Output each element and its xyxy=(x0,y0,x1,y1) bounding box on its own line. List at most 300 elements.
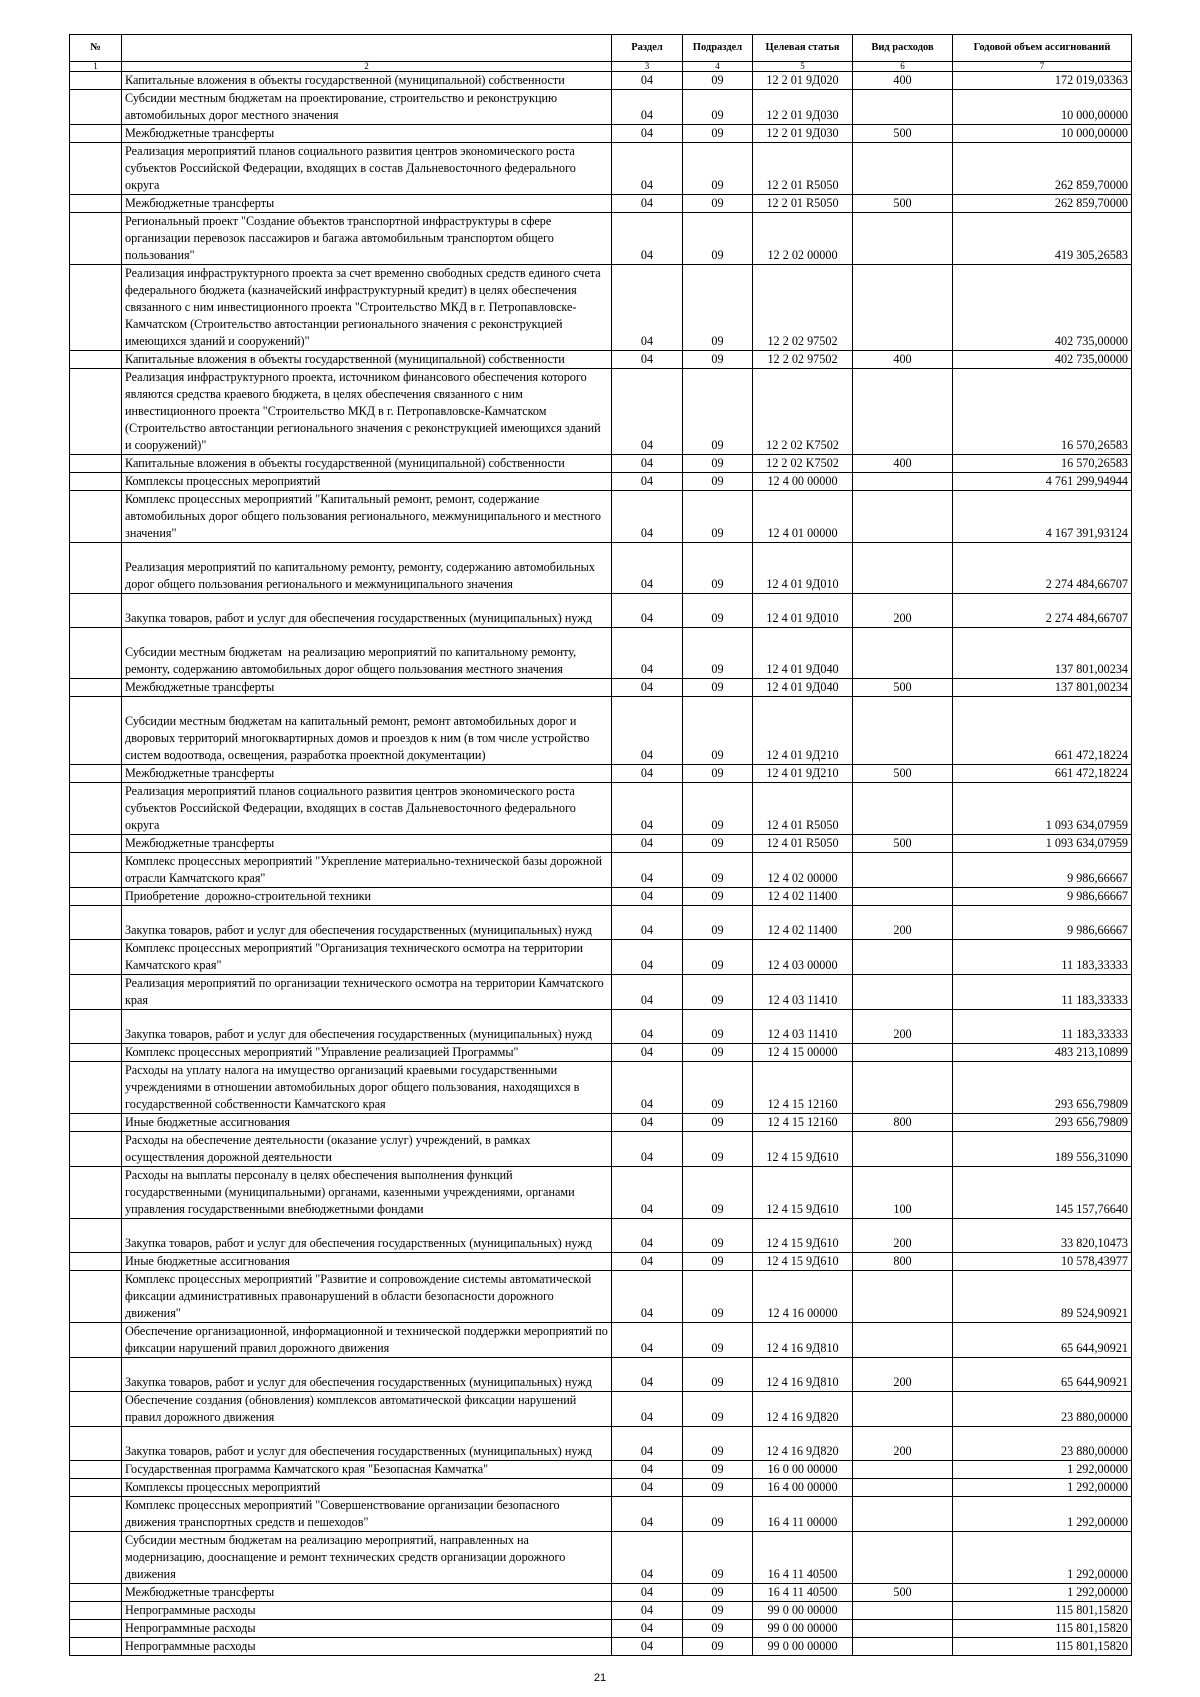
row-amount: 262 859,70000 xyxy=(953,143,1132,195)
row-name: Реализация мероприятий планов социального развития центров экономического роста субъектов Российской Федерации, входящих в состав Дальневосточного федерального округа xyxy=(122,783,612,835)
row-subsection: 09 xyxy=(683,543,753,594)
row-expense-type xyxy=(853,491,953,543)
row-section: 04 xyxy=(612,628,683,679)
budget-table-sheet xyxy=(69,34,1131,1656)
row-amount: 1 292,00000 xyxy=(953,1497,1132,1532)
row-number xyxy=(70,975,122,1010)
table-row xyxy=(70,765,1132,783)
row-subsection: 09 xyxy=(683,195,753,213)
row-amount: 10 000,00000 xyxy=(953,125,1132,143)
row-section: 04 xyxy=(612,351,683,369)
row-amount: 23 880,00000 xyxy=(953,1392,1132,1427)
row-section: 04 xyxy=(612,940,683,975)
row-section: 04 xyxy=(612,906,683,940)
row-amount: 1 093 634,07959 xyxy=(953,783,1132,835)
table-row xyxy=(70,195,1132,213)
row-amount: 11 183,33333 xyxy=(953,1010,1132,1044)
row-amount: 293 656,79809 xyxy=(953,1114,1132,1132)
table-row xyxy=(70,1584,1132,1602)
row-number xyxy=(70,940,122,975)
row-subsection: 09 xyxy=(683,143,753,195)
row-number xyxy=(70,1167,122,1219)
row-expense-type: 200 xyxy=(853,1219,953,1253)
row-expense-type: 200 xyxy=(853,1358,953,1392)
row-expense-type: 800 xyxy=(853,1253,953,1271)
table-row xyxy=(70,906,1132,940)
table-row xyxy=(70,491,1132,543)
row-expense-type: 400 xyxy=(853,351,953,369)
row-amount: 293 656,79809 xyxy=(953,1062,1132,1114)
row-name: Комплекс процессных мероприятий "Управление реализацией Программы" xyxy=(122,1044,612,1062)
row-amount: 115 801,15820 xyxy=(953,1602,1132,1620)
row-name: Обеспечение организационной, информационной и технической поддержки мероприятий по фиксации нарушений правил дорожного движения xyxy=(122,1323,612,1358)
row-expense-type: 500 xyxy=(853,679,953,697)
row-section: 04 xyxy=(612,1638,683,1656)
row-name: Капитальные вложения в объекты государственной (муниципальной) собственности xyxy=(122,455,612,473)
row-section: 04 xyxy=(612,679,683,697)
table-row xyxy=(70,1532,1132,1584)
row-subsection: 09 xyxy=(683,473,753,491)
row-subsection: 09 xyxy=(683,853,753,888)
row-section: 04 xyxy=(612,1271,683,1323)
row-amount: 115 801,15820 xyxy=(953,1620,1132,1638)
row-amount: 2 274 484,66707 xyxy=(953,543,1132,594)
row-amount: 189 556,31090 xyxy=(953,1132,1132,1167)
row-number xyxy=(70,1271,122,1323)
row-expense-type xyxy=(853,1497,953,1532)
row-name: Реализация инфраструктурного проекта за счет временно свободных средств единого счета федерального бюджета (казначейский инфраструктурный кредит) в целях обеспечения связанного с ним инвестиционного проекта "Строительство МКД в г. Петропавловске-Камчатском (Строительство автостанции регионального значения с реконструкцией имеющихся зданий и сооружений)" xyxy=(122,265,612,351)
row-expense-type: 200 xyxy=(853,1427,953,1461)
row-name: Межбюджетные трансферты xyxy=(122,125,612,143)
row-subsection: 09 xyxy=(683,975,753,1010)
row-number xyxy=(70,697,122,765)
row-section: 04 xyxy=(612,491,683,543)
row-name: Комплексы процессных мероприятий xyxy=(122,473,612,491)
row-target: 12 2 02 97502 xyxy=(753,351,853,369)
row-name: Межбюджетные трансферты xyxy=(122,835,612,853)
row-name: Расходы на уплату налога на имущество организаций краевыми государственными учреждениями в отношении автомобильных дорог общего пользования, находящихся в государственной собственности Камчатского края xyxy=(122,1062,612,1114)
table-row xyxy=(70,697,1132,765)
row-section: 04 xyxy=(612,125,683,143)
row-section: 04 xyxy=(612,72,683,90)
row-number xyxy=(70,473,122,491)
row-number xyxy=(70,265,122,351)
table-row xyxy=(70,888,1132,906)
row-expense-type xyxy=(853,975,953,1010)
row-section: 04 xyxy=(612,765,683,783)
row-target: 99 0 00 00000 xyxy=(753,1638,853,1656)
row-expense-type xyxy=(853,1062,953,1114)
row-amount: 661 472,18224 xyxy=(953,697,1132,765)
row-section: 04 xyxy=(612,1167,683,1219)
row-amount: 2 274 484,66707 xyxy=(953,594,1132,628)
row-subsection: 09 xyxy=(683,1114,753,1132)
table-row xyxy=(70,853,1132,888)
row-target: 12 2 02 00000 xyxy=(753,213,853,265)
table-row xyxy=(70,543,1132,594)
row-target: 12 4 01 R5050 xyxy=(753,835,853,853)
row-amount: 262 859,70000 xyxy=(953,195,1132,213)
row-amount: 402 735,00000 xyxy=(953,351,1132,369)
row-name: Непрограммные расходы xyxy=(122,1602,612,1620)
row-subsection: 09 xyxy=(683,1638,753,1656)
row-amount: 4 167 391,93124 xyxy=(953,491,1132,543)
row-name: Закупка товаров, работ и услуг для обеспечения государственных (муниципальных) нужд xyxy=(122,1427,612,1461)
row-number xyxy=(70,1584,122,1602)
row-section: 04 xyxy=(612,1219,683,1253)
row-name: Межбюджетные трансферты xyxy=(122,1584,612,1602)
row-target: 12 4 00 00000 xyxy=(753,473,853,491)
row-amount: 11 183,33333 xyxy=(953,975,1132,1010)
row-name: Комплекс процессных мероприятий "Капитальный ремонт, ремонт, содержание автомобильных дорог общего пользования регионального, межмуниципального и местного значения" xyxy=(122,491,612,543)
row-section: 04 xyxy=(612,213,683,265)
row-expense-type xyxy=(853,1132,953,1167)
row-subsection: 09 xyxy=(683,765,753,783)
row-number xyxy=(70,1638,122,1656)
row-name: Капитальные вложения в объекты государственной (муниципальной) собственности xyxy=(122,351,612,369)
row-expense-type: 500 xyxy=(853,765,953,783)
row-subsection: 09 xyxy=(683,1253,753,1271)
row-expense-type xyxy=(853,1479,953,1497)
header-name xyxy=(122,35,612,62)
row-subsection: 09 xyxy=(683,369,753,455)
table-row xyxy=(70,72,1132,90)
table-row xyxy=(70,1323,1132,1358)
row-number xyxy=(70,90,122,125)
row-subsection: 09 xyxy=(683,265,753,351)
row-amount: 1 292,00000 xyxy=(953,1479,1132,1497)
header-target: Целевая статья xyxy=(753,35,853,62)
header-expense-type: Вид расходов xyxy=(853,35,953,62)
row-amount: 9 986,66667 xyxy=(953,888,1132,906)
row-expense-type: 500 xyxy=(853,835,953,853)
row-name: Межбюджетные трансферты xyxy=(122,765,612,783)
row-expense-type xyxy=(853,1620,953,1638)
header-row xyxy=(70,35,1132,62)
row-expense-type xyxy=(853,783,953,835)
table-row xyxy=(70,1062,1132,1114)
row-target: 12 4 15 9Д610 xyxy=(753,1253,853,1271)
row-target: 12 4 03 11410 xyxy=(753,1010,853,1044)
row-expense-type xyxy=(853,1602,953,1620)
row-number xyxy=(70,835,122,853)
row-name: Реализация мероприятий по капитальному ремонту, ремонту, содержанию автомобильных дорог общего пользования регионального и межмуниципального значения xyxy=(122,543,612,594)
table-row xyxy=(70,1132,1132,1167)
row-number xyxy=(70,1010,122,1044)
row-target: 12 4 02 00000 xyxy=(753,853,853,888)
row-subsection: 09 xyxy=(683,125,753,143)
row-target: 12 4 15 9Д610 xyxy=(753,1132,853,1167)
table-row xyxy=(70,940,1132,975)
table-row xyxy=(70,213,1132,265)
column-index: 5 xyxy=(753,62,853,72)
row-target: 12 4 01 9Д010 xyxy=(753,543,853,594)
row-number xyxy=(70,679,122,697)
row-expense-type: 500 xyxy=(853,195,953,213)
row-subsection: 09 xyxy=(683,1132,753,1167)
row-target: 12 4 01 00000 xyxy=(753,491,853,543)
row-number xyxy=(70,1392,122,1427)
row-amount: 137 801,00234 xyxy=(953,679,1132,697)
row-section: 04 xyxy=(612,594,683,628)
row-target: 12 4 01 9Д210 xyxy=(753,765,853,783)
row-subsection: 09 xyxy=(683,888,753,906)
row-target: 99 0 00 00000 xyxy=(753,1602,853,1620)
row-target: 12 4 16 00000 xyxy=(753,1271,853,1323)
row-expense-type xyxy=(853,697,953,765)
row-name: Расходы на выплаты персоналу в целях обеспечения выполнения функций государственными (муниципальными) органами, казенными учреждениями, органами управления государственными внебюджетными фондами xyxy=(122,1167,612,1219)
row-subsection: 09 xyxy=(683,679,753,697)
row-target: 12 4 16 9Д820 xyxy=(753,1392,853,1427)
row-number xyxy=(70,143,122,195)
row-name: Комплекс процессных мероприятий "Организация технического осмотра на территории Камчатского края" xyxy=(122,940,612,975)
row-name: Субсидии местным бюджетам на капитальный ремонт, ремонт автомобильных дорог и дворовых территорий многоквартирных домов и проездов к ним (в том числе устройство систем водоотвода, освещения, разработка проектной документации) xyxy=(122,697,612,765)
row-section: 04 xyxy=(612,1620,683,1638)
row-subsection: 09 xyxy=(683,1358,753,1392)
row-amount: 1 292,00000 xyxy=(953,1532,1132,1584)
row-number xyxy=(70,1461,122,1479)
row-expense-type xyxy=(853,1271,953,1323)
row-name: Комплекс процессных мероприятий "Совершенствование организации безопасного движения транспортных средств и пешеходов" xyxy=(122,1497,612,1532)
table-row xyxy=(70,1479,1132,1497)
row-amount: 115 801,15820 xyxy=(953,1638,1132,1656)
row-amount: 1 292,00000 xyxy=(953,1461,1132,1479)
row-amount: 145 157,76640 xyxy=(953,1167,1132,1219)
row-number xyxy=(70,1532,122,1584)
column-index: 7 xyxy=(953,62,1132,72)
row-target: 12 4 01 9Д010 xyxy=(753,594,853,628)
row-number xyxy=(70,1323,122,1358)
row-expense-type xyxy=(853,543,953,594)
row-name: Иные бюджетные ассигнования xyxy=(122,1114,612,1132)
row-section: 04 xyxy=(612,1461,683,1479)
row-name: Государственная программа Камчатского края "Безопасная Камчатка" xyxy=(122,1461,612,1479)
row-section: 04 xyxy=(612,1062,683,1114)
row-amount: 419 305,26583 xyxy=(953,213,1132,265)
row-expense-type: 400 xyxy=(853,72,953,90)
row-subsection: 09 xyxy=(683,697,753,765)
row-subsection: 09 xyxy=(683,906,753,940)
row-name: Закупка товаров, работ и услуг для обеспечения государственных (муниципальных) нужд xyxy=(122,1358,612,1392)
row-amount: 11 183,33333 xyxy=(953,940,1132,975)
row-number xyxy=(70,783,122,835)
row-subsection: 09 xyxy=(683,1620,753,1638)
row-target: 12 4 16 9Д810 xyxy=(753,1358,853,1392)
row-name: Закупка товаров, работ и услуг для обеспечения государственных (муниципальных) нужд xyxy=(122,1219,612,1253)
row-target: 12 4 02 11400 xyxy=(753,906,853,940)
row-subsection: 09 xyxy=(683,594,753,628)
column-index-row xyxy=(70,62,1132,72)
row-amount: 16 570,26583 xyxy=(953,455,1132,473)
table-row xyxy=(70,265,1132,351)
row-expense-type xyxy=(853,1638,953,1656)
table-body xyxy=(70,72,1132,1656)
row-section: 04 xyxy=(612,1323,683,1358)
row-expense-type: 100 xyxy=(853,1167,953,1219)
row-name: Субсидии местным бюджетам на проектирование, строительство и реконструкцию автомобильных дорог местного значения xyxy=(122,90,612,125)
row-section: 04 xyxy=(612,1392,683,1427)
row-amount: 661 472,18224 xyxy=(953,765,1132,783)
row-target: 12 4 01 R5050 xyxy=(753,783,853,835)
row-target: 12 4 15 9Д610 xyxy=(753,1219,853,1253)
table-row xyxy=(70,1392,1132,1427)
row-amount: 1 093 634,07959 xyxy=(953,835,1132,853)
table-row xyxy=(70,1271,1132,1323)
row-number xyxy=(70,72,122,90)
row-name: Реализация мероприятий по организации технического осмотра на территории Камчатского края xyxy=(122,975,612,1010)
row-expense-type xyxy=(853,265,953,351)
row-expense-type xyxy=(853,940,953,975)
row-subsection: 09 xyxy=(683,1584,753,1602)
row-amount: 23 880,00000 xyxy=(953,1427,1132,1461)
row-subsection: 09 xyxy=(683,1497,753,1532)
row-expense-type xyxy=(853,143,953,195)
row-number xyxy=(70,1114,122,1132)
row-amount: 137 801,00234 xyxy=(953,628,1132,679)
row-section: 04 xyxy=(612,195,683,213)
row-target: 12 4 02 11400 xyxy=(753,888,853,906)
table-row xyxy=(70,679,1132,697)
row-name: Реализация мероприятий планов социального развития центров экономического роста субъектов Российской Федерации, входящих в состав Дальневосточного федерального округа xyxy=(122,143,612,195)
row-expense-type xyxy=(853,888,953,906)
row-subsection: 09 xyxy=(683,351,753,369)
row-expense-type xyxy=(853,1044,953,1062)
row-subsection: 09 xyxy=(683,491,753,543)
header-num: № xyxy=(70,35,122,62)
row-section: 04 xyxy=(612,1114,683,1132)
row-amount: 1 292,00000 xyxy=(953,1584,1132,1602)
row-name: Расходы на обеспечение деятельности (оказание услуг) учреждений, в рамках осуществления дорожной деятельности xyxy=(122,1132,612,1167)
row-target: 16 0 00 00000 xyxy=(753,1461,853,1479)
table-row xyxy=(70,835,1132,853)
row-name: Региональный проект "Создание объектов транспортной инфраструктуры в сфере организации перевозок пассажиров и багажа автомобильным транспортом общего пользования" xyxy=(122,213,612,265)
row-subsection: 09 xyxy=(683,940,753,975)
row-subsection: 09 xyxy=(683,1167,753,1219)
row-number xyxy=(70,1620,122,1638)
row-amount: 65 644,90921 xyxy=(953,1358,1132,1392)
row-name: Комплекс процессных мероприятий "Укрепление материально-технической базы дорожной отрасли Камчатского края" xyxy=(122,853,612,888)
row-section: 04 xyxy=(612,1479,683,1497)
row-name: Обеспечение создания (обновления) комплексов автоматической фиксации нарушений правил дорожного движения xyxy=(122,1392,612,1427)
row-name: Закупка товаров, работ и услуг для обеспечения государственных (муниципальных) нужд xyxy=(122,594,612,628)
row-target: 12 2 02 K7502 xyxy=(753,369,853,455)
row-amount: 4 761 299,94944 xyxy=(953,473,1132,491)
table-row xyxy=(70,1358,1132,1392)
row-subsection: 09 xyxy=(683,783,753,835)
table-row xyxy=(70,594,1132,628)
row-amount: 10 000,00000 xyxy=(953,90,1132,125)
table-row xyxy=(70,1219,1132,1253)
row-number xyxy=(70,1479,122,1497)
row-name: Приобретение дорожно-строительной техники xyxy=(122,888,612,906)
row-number xyxy=(70,351,122,369)
row-number xyxy=(70,125,122,143)
row-section: 04 xyxy=(612,853,683,888)
row-expense-type: 200 xyxy=(853,594,953,628)
row-name: Межбюджетные трансферты xyxy=(122,679,612,697)
row-section: 04 xyxy=(612,265,683,351)
row-target: 12 2 02 K7502 xyxy=(753,455,853,473)
row-amount: 9 986,66667 xyxy=(953,906,1132,940)
row-amount: 172 019,03363 xyxy=(953,72,1132,90)
table-row xyxy=(70,351,1132,369)
row-expense-type xyxy=(853,369,953,455)
row-subsection: 09 xyxy=(683,1062,753,1114)
row-subsection: 09 xyxy=(683,1219,753,1253)
row-number xyxy=(70,213,122,265)
row-target: 16 4 11 40500 xyxy=(753,1532,853,1584)
row-number xyxy=(70,594,122,628)
table-row xyxy=(70,455,1132,473)
row-name: Непрограммные расходы xyxy=(122,1638,612,1656)
row-subsection: 09 xyxy=(683,628,753,679)
column-index: 3 xyxy=(612,62,683,72)
table-row xyxy=(70,143,1132,195)
row-target: 12 4 15 00000 xyxy=(753,1044,853,1062)
table-row xyxy=(70,975,1132,1010)
table-row xyxy=(70,1461,1132,1479)
table-row xyxy=(70,1010,1132,1044)
row-number xyxy=(70,543,122,594)
row-section: 04 xyxy=(612,473,683,491)
row-name: Закупка товаров, работ и услуг для обеспечения государственных (муниципальных) нужд xyxy=(122,1010,612,1044)
row-expense-type xyxy=(853,853,953,888)
row-section: 04 xyxy=(612,835,683,853)
row-number xyxy=(70,369,122,455)
row-expense-type: 500 xyxy=(853,125,953,143)
table-row xyxy=(70,783,1132,835)
row-subsection: 09 xyxy=(683,1602,753,1620)
row-subsection: 09 xyxy=(683,835,753,853)
table-row xyxy=(70,1620,1132,1638)
row-target: 12 4 03 00000 xyxy=(753,940,853,975)
row-amount: 483 213,10899 xyxy=(953,1044,1132,1062)
row-section: 04 xyxy=(612,143,683,195)
row-expense-type: 200 xyxy=(853,1010,953,1044)
row-number xyxy=(70,1253,122,1271)
row-target: 12 2 01 9Д020 xyxy=(753,72,853,90)
row-expense-type: 400 xyxy=(853,455,953,473)
row-number xyxy=(70,491,122,543)
row-number xyxy=(70,906,122,940)
row-number xyxy=(70,195,122,213)
row-target: 16 4 11 00000 xyxy=(753,1497,853,1532)
row-expense-type: 800 xyxy=(853,1114,953,1132)
row-amount: 9 986,66667 xyxy=(953,853,1132,888)
row-amount: 10 578,43977 xyxy=(953,1253,1132,1271)
row-amount: 33 820,10473 xyxy=(953,1219,1132,1253)
row-section: 04 xyxy=(612,369,683,455)
row-section: 04 xyxy=(612,1602,683,1620)
row-section: 04 xyxy=(612,697,683,765)
row-target: 12 4 15 12160 xyxy=(753,1114,853,1132)
row-expense-type xyxy=(853,90,953,125)
row-subsection: 09 xyxy=(683,1323,753,1358)
row-expense-type xyxy=(853,213,953,265)
row-amount: 402 735,00000 xyxy=(953,265,1132,351)
row-section: 04 xyxy=(612,783,683,835)
row-section: 04 xyxy=(612,1253,683,1271)
row-number xyxy=(70,888,122,906)
row-name: Межбюджетные трансферты xyxy=(122,195,612,213)
row-subsection: 09 xyxy=(683,1532,753,1584)
row-target: 12 2 01 R5050 xyxy=(753,195,853,213)
row-name: Капитальные вложения в объекты государственной (муниципальной) собственности xyxy=(122,72,612,90)
row-expense-type xyxy=(853,1532,953,1584)
row-name: Комплекс процессных мероприятий "Развитие и сопровождение системы автоматической фиксации административных правонарушений в области безопасности дорожного движения" xyxy=(122,1271,612,1323)
row-section: 04 xyxy=(612,975,683,1010)
row-amount: 65 644,90921 xyxy=(953,1323,1132,1358)
